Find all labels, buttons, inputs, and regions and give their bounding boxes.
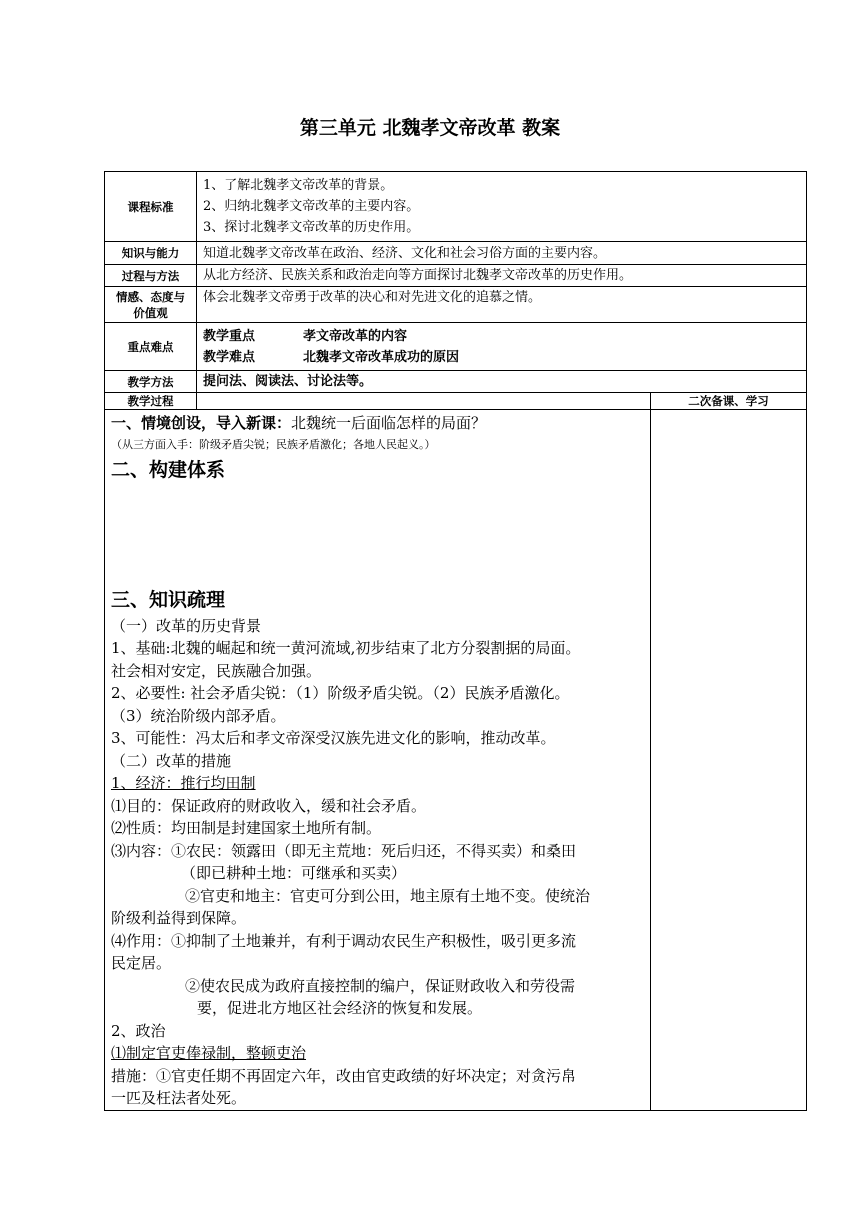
section-intro-heading: 一、情境创设，导入新课： xyxy=(111,414,292,432)
politics-title: 2、政治 xyxy=(111,1021,166,1040)
background-point: 1、基础:北魏的崛起和统一黄河流域,初步结束了北方分裂割据的局面。 xyxy=(111,639,581,657)
economy-point: （即已耕种土地：可继承和买卖） xyxy=(181,864,407,882)
difficult-point-label: 教学难点 xyxy=(203,349,256,365)
economy-point: 民定居。 xyxy=(111,954,172,972)
key-point-line xyxy=(203,326,806,347)
label-key-points: 重点难点 xyxy=(105,323,197,371)
background-point: 3、可能性：冯太后和孝文帝深受汉族先进文化的影响，推动改革。 xyxy=(111,729,556,747)
economy-point: 阶级利益得到保障。 xyxy=(111,909,247,927)
key-points-content xyxy=(197,323,807,371)
background-title: （一）改革的历史背景 xyxy=(111,616,262,635)
label-emotion-line2: 价值观 xyxy=(133,305,168,320)
label-emotion xyxy=(105,287,197,323)
section-knowledge-heading: 三、知识疏理 xyxy=(111,588,226,611)
row-knowledge xyxy=(105,242,807,265)
teaching-process-content xyxy=(105,410,651,1111)
curriculum-line: 3、探讨北魏孝文帝改革的历史作用。 xyxy=(203,220,420,235)
label-emotion-line1: 情感、态度与 xyxy=(116,289,185,304)
background-point: 社会相对安定，民族融合加强。 xyxy=(111,661,322,680)
politics-subtitle: ⑴制定官吏俸禄制，整顿吏治 xyxy=(111,1044,307,1062)
process-method-content: 从北方经济、民族关系和政治走向等方面探讨北魏孝文帝改革的历史作用。 xyxy=(197,265,807,287)
label-process-method: 过程与方法 xyxy=(105,265,197,287)
economy-point: ②使农民成为政府直接控制的编户，保证财政收入和劳役需 xyxy=(185,976,576,995)
system-blank-space xyxy=(111,485,646,585)
row-process-method xyxy=(105,265,807,287)
background-point: （3）统治阶级内部矛盾。 xyxy=(111,706,286,725)
label-teaching-process: 教学过程 xyxy=(105,393,197,410)
section-intro-note: （从三方面入手：阶级矛盾尖锐；民族矛盾激化；各地人民起义。） xyxy=(111,437,436,451)
economy-point: ⑷作用：①抑制了土地兼并，有利于调动农民生产积极性，吸引更多流 xyxy=(111,931,577,950)
key-point-label: 教学重点 xyxy=(203,328,256,344)
row-methods xyxy=(105,371,807,393)
label-curriculum: 课程标准 xyxy=(105,172,197,242)
key-point-value: 孝文帝改革的内容 xyxy=(303,328,408,344)
row-key-points xyxy=(105,323,807,371)
curriculum-content xyxy=(197,172,807,242)
emotion-content: 体会北魏孝文帝勇于改革的决心和对先进文化的追慕之情。 xyxy=(197,287,807,323)
background-point: 2、必要性: 社会矛盾尖锐：（1）阶级矛盾尖锐。（2）民族矛盾激化。 xyxy=(111,684,570,702)
economy-point: 要，促进北方地区社会经济的恢复和发展。 xyxy=(197,999,483,1017)
economy-point: ②官吏和地主：官吏可分到公田，地主原有土地不变。使统治 xyxy=(185,886,591,905)
document-title: 第三单元 北魏孝文帝改革 教案 xyxy=(299,117,561,139)
section-intro xyxy=(111,412,646,435)
politics-point: 措施：①官吏任期不再固定六年，改由官吏政绩的好坏决定；对贪污帛 xyxy=(111,1066,577,1085)
measures-title: （二）改革的措施 xyxy=(111,751,232,770)
curriculum-line: 1、了解北魏孝文帝改革的背景。 xyxy=(203,178,394,193)
row-teaching-content xyxy=(105,410,807,1111)
methods-content: 提问法、阅读法、讨论法等。 xyxy=(197,371,807,393)
row-teaching-process-header xyxy=(105,393,807,410)
row-emotion xyxy=(105,287,807,323)
economy-point: ⑴目的：保证政府的财政收入，缓和社会矛盾。 xyxy=(111,796,427,815)
difficult-point-value: 北魏孝文帝改革成功的原因 xyxy=(303,349,460,365)
economy-title: 1、经济：推行均田制 xyxy=(111,774,256,792)
economy-point: ⑶内容：①农民：领露田（即无主荒地：死后归还，不得买卖）和桑田 xyxy=(111,841,577,860)
label-methods: 教学方法 xyxy=(105,371,197,393)
curriculum-line: 2、归纳北魏孝文帝改革的主要内容。 xyxy=(203,199,420,214)
lesson-plan-table xyxy=(104,171,807,1111)
label-knowledge: 知识与能力 xyxy=(105,242,197,265)
economy-point: ⑵性质：均田制是封建国家土地所有制。 xyxy=(111,819,382,837)
teaching-process-header-blank xyxy=(197,393,651,410)
row-curriculum xyxy=(105,172,807,242)
section-intro-question: 北魏统一后面临怎样的局面？ xyxy=(291,414,487,432)
secondary-prep-header: 二次备课、学习 xyxy=(651,393,807,410)
politics-point: 一匹及枉法者处死。 xyxy=(111,1089,247,1107)
knowledge-content: 知道北魏孝文帝改革在政治、经济、文化和社会习俗方面的主要内容。 xyxy=(197,242,807,265)
section-system-heading: 二、构建体系 xyxy=(111,458,226,481)
secondary-prep-column xyxy=(651,410,807,1111)
difficult-point-line xyxy=(203,347,806,368)
